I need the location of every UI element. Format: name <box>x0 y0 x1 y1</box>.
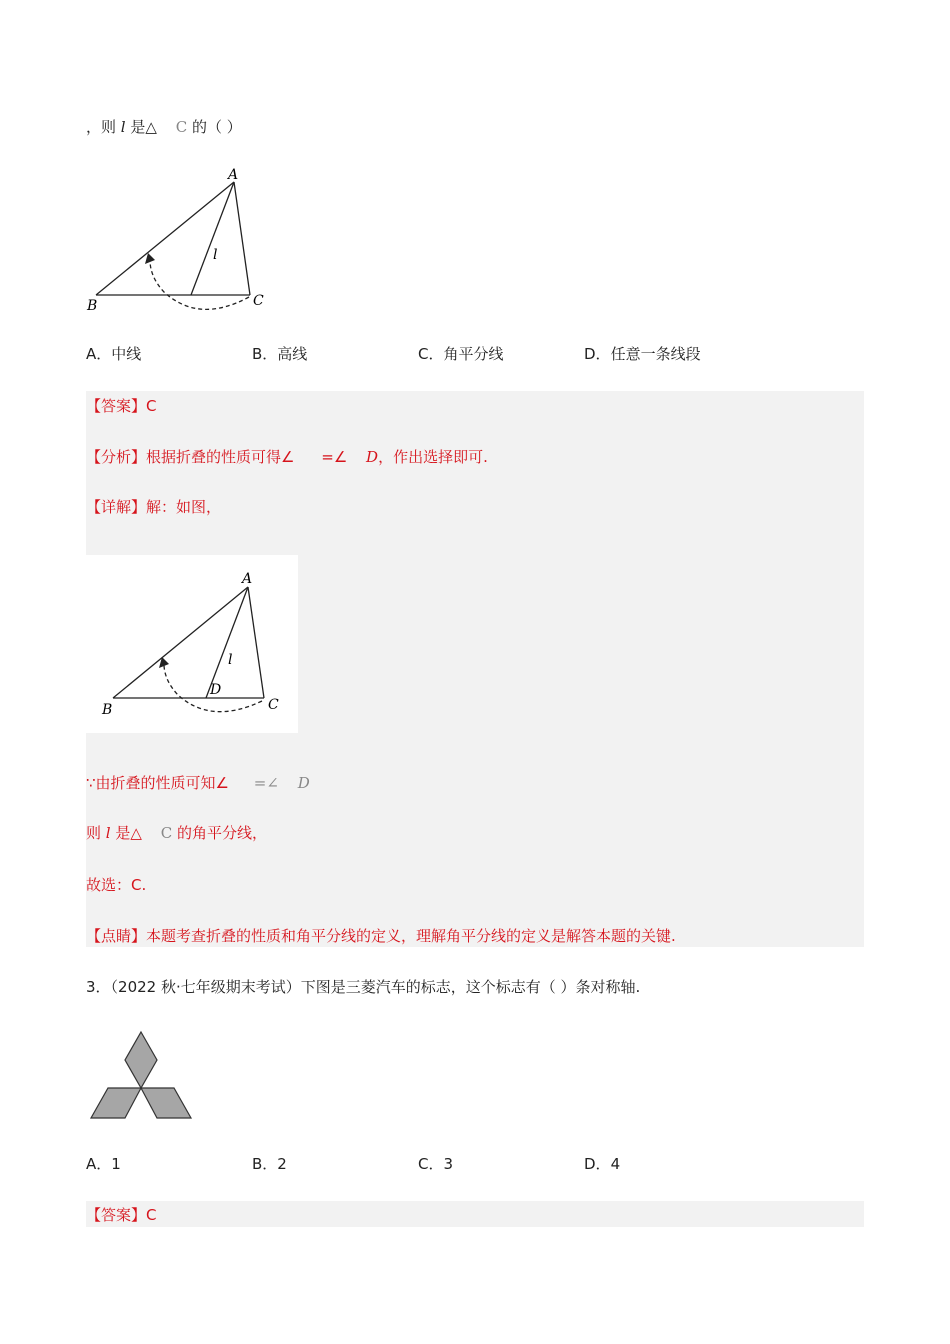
q3-answer <box>86 1205 157 1225</box>
q2-stem-mid: 是△ <box>130 118 157 136</box>
q2-step2-gap: C <box>160 824 173 842</box>
q2-fig-label-B: B <box>87 298 98 314</box>
q2-fig-label-A: A <box>228 167 239 183</box>
q3-number: 3． <box>86 978 111 996</box>
q3-option-b-text: 2 <box>277 1155 287 1173</box>
q2-option-c <box>418 344 504 364</box>
q3-option-a-text: 1 <box>111 1155 121 1173</box>
q2-fig-label-l: l <box>213 247 218 263</box>
q3-option-c-letter: C． <box>418 1155 444 1173</box>
logo-diamond-top <box>125 1032 157 1088</box>
q2-detail-label-D: D <box>210 682 222 698</box>
q2-step2 <box>86 823 267 843</box>
q2-analysis-suffix: ，作出选择即可. <box>378 448 488 466</box>
q3-answer-value: C <box>146 1206 157 1224</box>
logo-diamond-right <box>141 1088 191 1118</box>
q3-option-d-letter: D． <box>584 1155 611 1173</box>
q2-figure <box>84 164 274 314</box>
q3-option-a <box>86 1154 121 1174</box>
q2-stem <box>86 117 242 137</box>
q2-option-b-text: 高线 <box>277 345 308 363</box>
q3-option-b <box>252 1154 287 1174</box>
q3-option-c-text: 3 <box>443 1155 454 1173</box>
q2-analysis <box>86 447 488 467</box>
q2-option-b <box>252 344 307 364</box>
q3-option-a-letter: A． <box>86 1155 112 1173</box>
q2-step2-var: l <box>105 824 111 842</box>
q2-stem-prefix: ，则 <box>86 118 117 136</box>
q2-analysis-tag: 【分析】 <box>86 448 147 466</box>
q2-option-c-letter: C． <box>418 345 444 363</box>
q2-analysis-mid: =∠ <box>321 448 348 466</box>
q2-detail <box>86 497 221 517</box>
q3-stem <box>86 977 640 997</box>
q3-option-b-letter: B． <box>252 1155 278 1173</box>
q2-step3-text: 故选：C. <box>86 876 147 894</box>
mitsubishi-logo-figure <box>88 1030 194 1122</box>
q2-option-b-letter: B． <box>252 345 278 363</box>
q2-step1-prefix: ∵由折叠的性质可知∠ <box>86 774 229 792</box>
q3-option-d-text: 4 <box>610 1155 621 1173</box>
q2-answer <box>86 396 157 416</box>
q2-stem-suffix: 的（ ） <box>191 118 242 136</box>
q2-answer-value: C <box>146 397 157 415</box>
q3-answer-tag: 【答案】 <box>86 1206 147 1224</box>
q2-comment <box>86 926 676 946</box>
q2-detail-tag: 【详解】 <box>86 498 147 516</box>
q2-comment-tag: 【点睛】 <box>86 927 147 945</box>
q2-stem-gap: C <box>175 118 188 136</box>
q2-detail-label-B: B <box>102 702 113 718</box>
q2-step1-mid: =∠ <box>253 774 279 792</box>
q3-option-d <box>584 1154 620 1174</box>
q2-detail-label-A: A <box>242 571 253 587</box>
q2-fig-label-C: C <box>253 293 264 309</box>
q2-step1 <box>86 773 310 793</box>
q2-option-c-text: 角平分线 <box>443 345 504 363</box>
q2-answer-tag: 【答案】 <box>86 397 147 415</box>
q2-comment-text: 本题考查折叠的性质和角平分线的定义，理解角平分线的定义是解答本题的关键. <box>146 927 676 945</box>
q2-step2-suffix: 的角平分线， <box>176 824 267 842</box>
q2-analysis-text: 根据折叠的性质可得∠ <box>146 448 295 466</box>
q2-analysis-var: D <box>366 448 379 466</box>
q2-stem-var: l <box>120 118 126 136</box>
q2-step2-mid: 是△ <box>115 824 142 842</box>
q2-detail-label-C: C <box>268 697 279 713</box>
q2-step1-var: D <box>297 774 310 792</box>
q2-detail-figure <box>86 555 298 733</box>
q2-step2-prefix: 则 <box>86 824 102 842</box>
q2-option-a-text: 中线 <box>111 345 142 363</box>
logo-diamond-left <box>91 1088 141 1118</box>
q2-option-d <box>584 344 701 364</box>
q3-option-c <box>418 1154 453 1174</box>
q2-detail-label-l: l <box>228 652 233 668</box>
q2-option-a-letter: A． <box>86 345 112 363</box>
q2-detail-text: 解：如图， <box>146 498 222 516</box>
q2-option-d-text: 任意一条线段 <box>610 345 701 363</box>
q2-option-d-letter: D． <box>584 345 611 363</box>
q2-option-a <box>86 344 141 364</box>
q2-step3 <box>86 875 146 895</box>
q3-answer-panel <box>86 1201 864 1227</box>
q3-stem-text: （2022 秋·七年级期末考试）下图是三菱汽车的标志，这个标志有（ ）条对称轴. <box>110 978 641 996</box>
